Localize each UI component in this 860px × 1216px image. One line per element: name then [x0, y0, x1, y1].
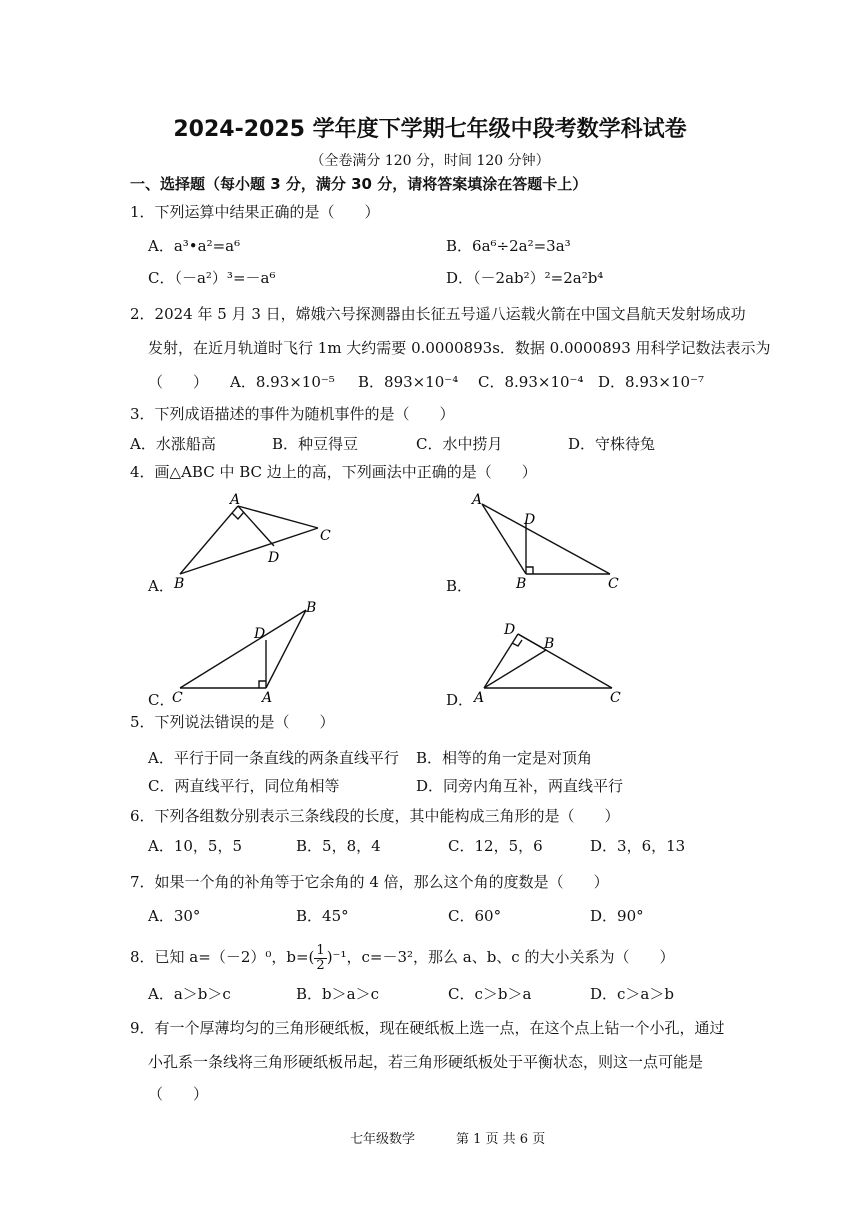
question-1-option-d: D．（－2ab²）²=2a²b⁴ [446, 269, 604, 287]
question-1-stem: 1．下列运算中结果正确的是（ ） [130, 203, 380, 221]
question-4-option-c: C． [148, 691, 175, 709]
figure-a-vertex-d: D [268, 550, 280, 566]
figure-a-vertex-c: C [320, 528, 331, 544]
question-8-option-d: D．c＞a＞b [590, 985, 674, 1003]
figure-a-vertex-b: B [174, 576, 185, 588]
question-5-option-b: B．相等的角一定是对顶角 [416, 749, 593, 767]
question-4-figure-c [166, 598, 336, 704]
question-4-figure-b [466, 488, 636, 588]
question-8-option-b: B．b＞a＞c [296, 985, 379, 1003]
question-2-stem-line1: 2．2024 年 5 月 3 日，嫦娥六号探测器由长征五号遥八运载火箭在中国文昌航天发射场成功 [130, 305, 746, 323]
figure-d-vertex-b: B [544, 636, 555, 652]
question-8-fraction [314, 944, 326, 973]
figure-b-vertex-a: A [472, 492, 483, 508]
question-5-option-d: D．同旁内角互补，两直线平行 [416, 777, 624, 795]
question-5-option-c: C．两直线平行，同位角相等 [148, 777, 340, 795]
question-6-option-c: C．12，5，6 [448, 837, 543, 855]
question-4-option-a: A． [148, 577, 174, 595]
page-subtitle: （全卷满分 120 分，时间 120 分钟） [310, 153, 550, 169]
figure-c-vertex-c: C [172, 690, 183, 704]
figure-d-vertex-a: A [474, 690, 485, 704]
question-2-option-a: A．8.93×10⁻⁵ [230, 373, 335, 391]
question-9-stem-line2: 小孔系一条线将三角形硬纸板吊起，若三角形硬纸板处于平衡状态，则这一点可能是 [148, 1053, 704, 1071]
question-6-option-b: B．5，8，4 [296, 837, 381, 855]
figure-b-vertex-d: D [524, 512, 536, 528]
question-1-option-c: C．（－a²）³=－a⁶ [148, 269, 276, 287]
question-8-stem [130, 942, 674, 973]
question-2-stem-line2: 发射，在近月轨道时飞行 1m 大约需要 0.0000893s．数据 0.0000893 用科学记数法表示为 [148, 339, 771, 357]
question-9-stem-line1: 9．有一个厚薄均匀的三角形硬纸板，现在硬纸板上选一点，在这个点上钻一个小孔，通过 [130, 1019, 725, 1037]
fraction-denominator: 2 [316, 957, 325, 973]
question-8-option-a: A．a＞b＞c [148, 985, 231, 1003]
footer-subject: 七年级数学 [350, 1132, 416, 1147]
question-7-stem: 7．如果一个角的补角等于它余角的 4 倍，那么这个角的度数是（ ） [130, 873, 609, 891]
question-8-option-c: C．c＞b＞a [448, 985, 532, 1003]
question-4-figure-d [470, 614, 640, 704]
page-title: 2024-2025 学年度下学期七年级中段考数学科试卷 [173, 117, 687, 142]
question-8-prefix: 8．已知 a=（－2）⁰，b=( [130, 948, 315, 966]
figure-b-vertex-b: B [516, 576, 527, 588]
question-3-stem: 3．下列成语描述的事件为随机事件的是（ ） [130, 405, 455, 423]
question-6-option-a: A．10，5，5 [148, 837, 243, 855]
section-heading: 一、选择题（每小题 3 分，满分 30 分，请将答案填涂在答题卡上） [130, 175, 588, 193]
question-5-stem: 5．下列说法错误的是（ ） [130, 713, 335, 731]
figure-c-vertex-d: D [254, 626, 266, 642]
question-5-option-a: A．平行于同一条直线的两条直线平行 [148, 749, 399, 767]
figure-a-vertex-a: A [230, 492, 241, 508]
question-4-stem: 4．画△ABC 中 BC 边上的高，下列画法中正确的是（ ） [130, 463, 537, 481]
question-7-option-b: B．45° [296, 907, 349, 925]
question-1-option-a: A．a³•a²=a⁶ [148, 237, 241, 255]
question-6-stem: 6．下列各组数分别表示三条线段的长度，其中能构成三角形的是（ ） [130, 807, 620, 825]
question-8-suffix: )⁻¹，c=－3²，那么 a、b、c 的大小关系为（ ） [326, 948, 675, 966]
footer-page-number: 第 1 页 共 6 页 [456, 1132, 546, 1147]
question-4-option-b: B． [446, 577, 473, 595]
question-9-blank: （ ） [148, 1085, 209, 1103]
fraction-numerator: 1 [316, 942, 325, 958]
question-4-figure-a [160, 488, 340, 588]
figure-b-vertex-c: C [608, 576, 619, 588]
question-2-option-d: D．8.93×10⁻⁷ [598, 373, 705, 391]
question-3-option-d: D．守株待兔 [568, 435, 656, 453]
figure-c-vertex-b: B [306, 600, 317, 616]
question-3-option-a: A．水涨船高 [130, 435, 216, 453]
question-7-option-c: C．60° [448, 907, 502, 925]
question-2-option-b: B．893×10⁻⁴ [358, 373, 459, 391]
figure-d-vertex-c: C [610, 690, 621, 704]
question-7-option-a: A．30° [148, 907, 201, 925]
question-3-option-c: C．水中捞月 [416, 435, 503, 453]
question-7-option-d: D．90° [590, 907, 644, 925]
figure-c-vertex-a: A [262, 690, 273, 704]
question-3-option-b: B．种豆得豆 [272, 435, 359, 453]
question-4-option-d: D． [446, 691, 474, 709]
question-6-option-d: D．3，6，13 [590, 837, 686, 855]
question-2-blank: （ ） [148, 373, 209, 391]
question-2-option-c: C．8.93×10⁻⁴ [478, 373, 584, 391]
figure-d-vertex-d: D [504, 622, 516, 638]
question-1-option-b: B．6a⁶÷2a²=3a³ [446, 237, 571, 255]
